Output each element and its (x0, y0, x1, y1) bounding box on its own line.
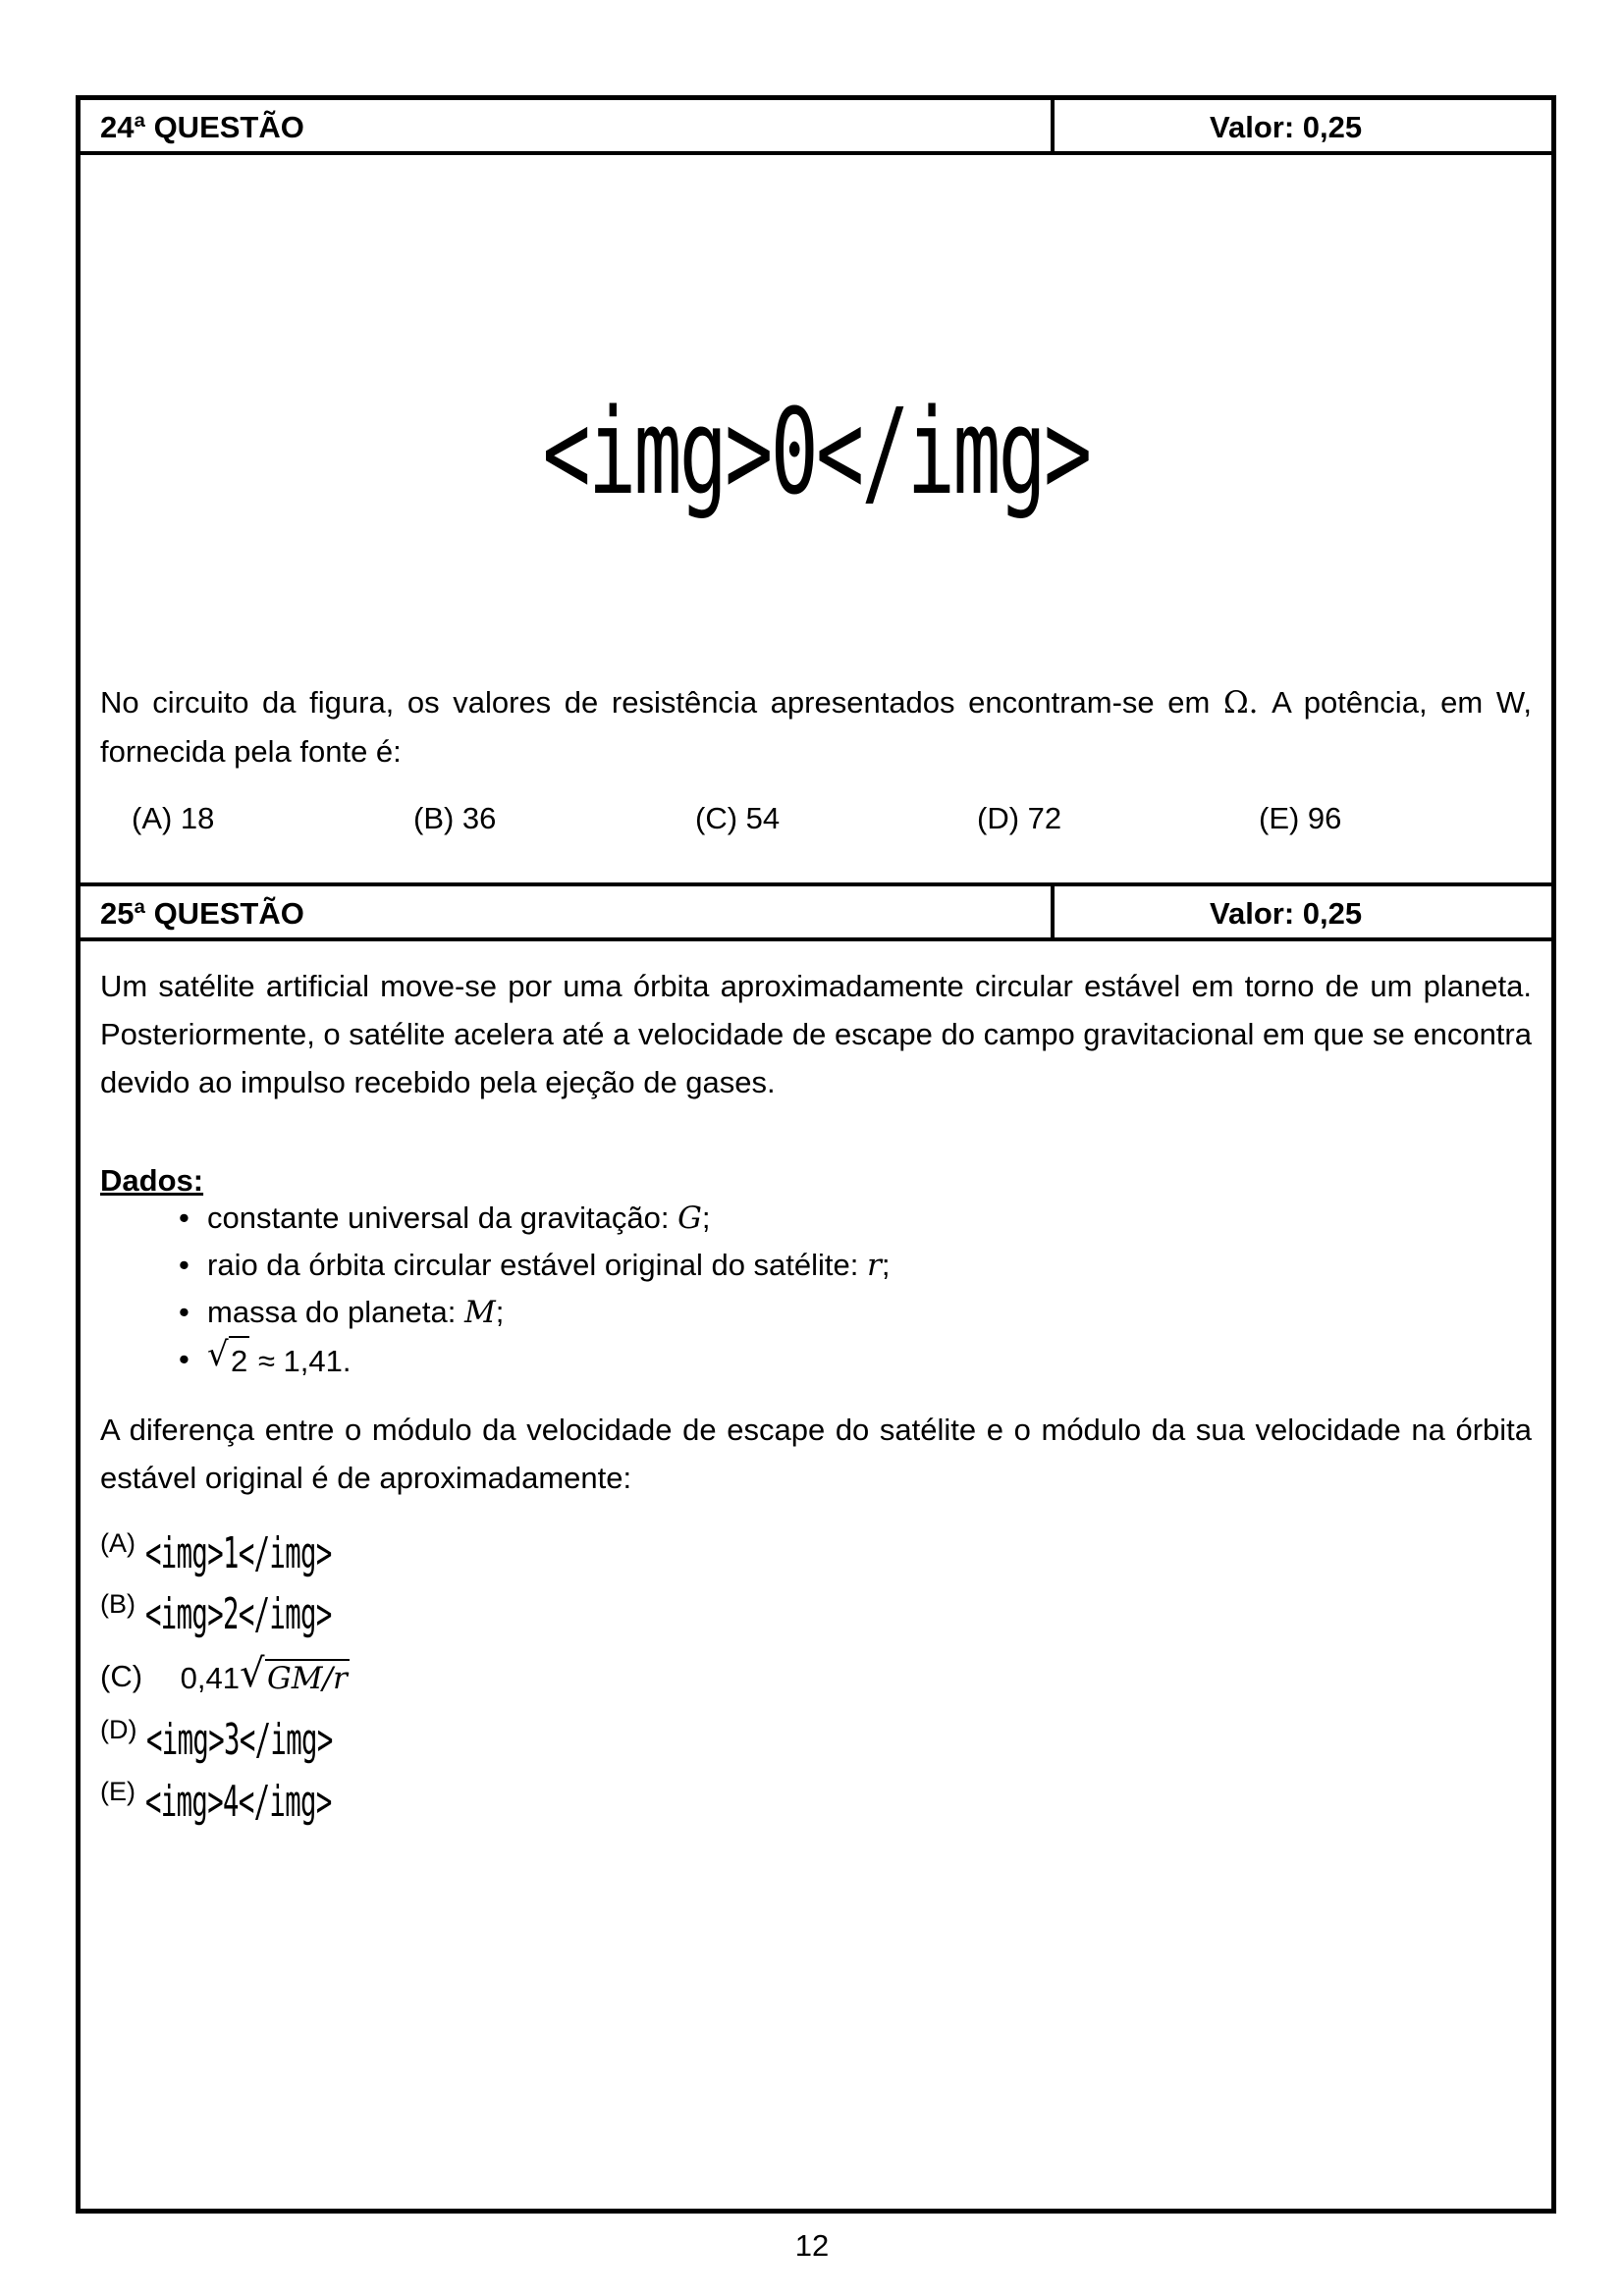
sqrt-expression (207, 1336, 249, 1384)
q24-statement (100, 678, 1532, 775)
sqrt-icon: • √ (207, 1335, 229, 1374)
alternative-label: (E) (100, 1777, 135, 1806)
q24-choice-a: (A) 18 (132, 801, 215, 835)
data-item-text: massa do planeta: (207, 1295, 464, 1329)
q24-ohm-symbol: Ω. (1222, 685, 1259, 721)
alternative-image-placeholder: <img>3</img> (146, 1715, 334, 1765)
q25-data-list (179, 1195, 890, 1384)
alternative-label: (D) (100, 1715, 137, 1744)
alternative-label: (A) (100, 1528, 135, 1558)
alternative-image-placeholder: <img>4</img> (145, 1777, 332, 1827)
q25-alternative-a (100, 1528, 446, 1578)
alternative-image-placeholder: <img>1</img> (145, 1528, 332, 1578)
data-item-end: ; (701, 1201, 711, 1235)
q25-question: A diferença entre o módulo da velocidade de escape do satélite e o módulo da sua velocidade na órbita estável original é de aproximadamente: (100, 1413, 1532, 1495)
q24-choice-d: (D) 72 (977, 801, 1062, 835)
q24-statement-part1: No circuito da figura, os valores de resistência apresentados encontram-se em (100, 685, 1211, 720)
q24-choice-c: (C) 54 (695, 801, 781, 835)
q24-choice-e: (E) 96 (1259, 801, 1342, 835)
q25-data-title: Dados: (100, 1163, 204, 1198)
data-item-text: raio da órbita circular estável original do satélite: (207, 1248, 868, 1282)
data-item-gravitation (179, 1195, 890, 1242)
data-item-mass (179, 1289, 890, 1336)
q24-value: Valor: 0,25 (1210, 110, 1363, 144)
q25-statement: Um satélite artificial move-se por uma órbita aproximadamente circular estável em torno de um planeta. Posteriormente, o satélite acelera até a velocidade de escape do campo gravitacional em que se encontra devido ao impulso recebido pela ejeção de gases. (100, 969, 1532, 1099)
q25-alternative-c (100, 1651, 350, 1696)
alternative-c-sqrt (240, 1651, 350, 1696)
q25-alternative-e (100, 1777, 446, 1827)
data-item-text: constante universal da gravitação: (207, 1201, 678, 1235)
alternative-c-coefficient: 0,41 (180, 1661, 241, 1695)
alternative-label: (B) (100, 1589, 135, 1619)
q25-alternative-b (100, 1589, 446, 1639)
data-item-sqrt2 (179, 1336, 890, 1384)
q24-header (81, 100, 1551, 155)
q24-title: 24ª QUESTÃO (100, 110, 304, 144)
sqrt-radicand: 2 (229, 1336, 249, 1384)
data-item-end: ; (495, 1295, 505, 1329)
exam-sheet (76, 95, 1556, 2214)
q24-header-divider (1051, 100, 1055, 151)
q25-header (81, 882, 1551, 941)
q24-choice-b: (B) 36 (413, 801, 497, 835)
symbol-g: G (677, 1201, 702, 1236)
symbol-m: M (463, 1295, 496, 1330)
q24-figure-placeholder: <img>0</img> (542, 385, 1090, 521)
alternative-label: (C) (100, 1659, 143, 1693)
data-item-end: ; (881, 1248, 891, 1282)
page-number: 12 (794, 2228, 830, 2263)
q24-statement-part2: A potência, em W, fornecida pela fonte é: (100, 685, 1532, 769)
q25-title: 25ª QUESTÃO (100, 896, 304, 931)
sqrt-icon: √ (240, 1651, 265, 1696)
data-item-radius (179, 1242, 890, 1289)
alternative-image-placeholder: <img>2</img> (145, 1589, 332, 1639)
approx-symbol: ≈ (257, 1344, 275, 1378)
symbol-r: r (867, 1248, 882, 1283)
alternative-c-radicand: GM/r (267, 1661, 348, 1696)
q25-value: Valor: 0,25 (1210, 896, 1363, 931)
q25-alternative-d (100, 1715, 447, 1765)
q25-header-divider (1051, 886, 1055, 937)
data-item-end: 1,41. (274, 1344, 352, 1378)
